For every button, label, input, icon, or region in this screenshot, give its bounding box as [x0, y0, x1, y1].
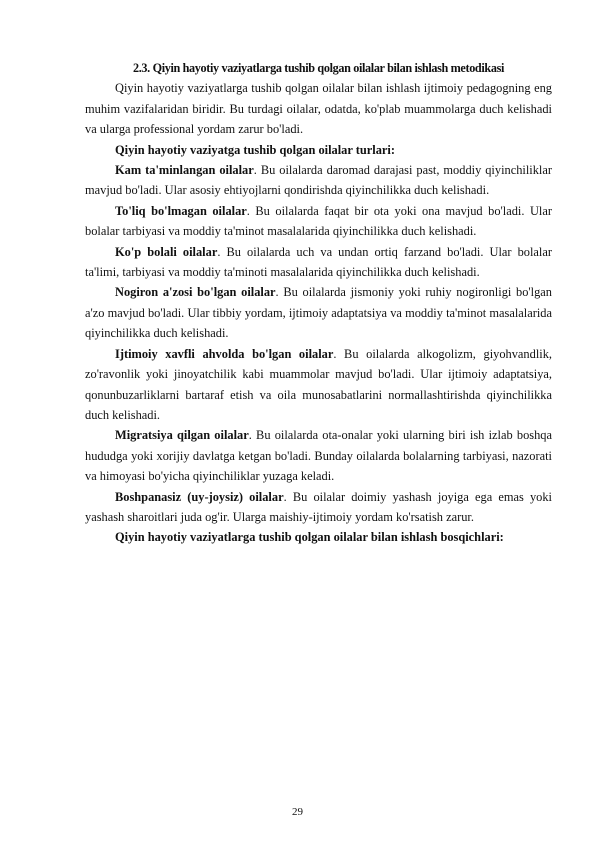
type-term: Migratsiya qilgan oilalar — [115, 428, 249, 443]
intro-paragraph: Qiyin hayotiy vaziyatlarga tushib qolgan oilalar bilan ishlash ijtimoiy pedagogning eng muhim vazifalaridan biridir. Bu turdagi oilalar, odatda, ko'plab muammolarga duch kelishadi va ularga professional yordam zarur bo'ladi. — [85, 81, 552, 137]
type-text: . Bu oilalarda jismoniy yoki ruhiy nogironligi bo'lgan a'zo mavjud bo'ladi. Ular tibbiy yordam, ijtimoiy adaptatsiya va moddiy ta'minot masalalarida qiyinchilikka duch kelishadi. — [85, 285, 552, 341]
type-paragraph-disabled-member — [85, 282, 552, 343]
section-title: 2.3. Qiyin hayotiy vaziyatlarga tushib qolgan oilalar bilan ishlash metodikasi — [132, 61, 504, 75]
type-paragraph-homeless — [85, 487, 552, 528]
page-content — [85, 58, 552, 548]
type-text: . Bu oilalar doimiy yashash joyiga ega emas yoki yashash sharoitlari juda og'ir. Ularga maishiy-ijtimoiy yordam ko'rsatish zarur. — [85, 489, 552, 524]
type-term: Boshpanasiz (uy-joysiz) oilalar — [115, 489, 284, 504]
type-paragraph-social-risk — [85, 344, 552, 426]
page-number: 29 — [292, 806, 303, 818]
type-text: . Bu oilalarda ota-onalar yoki ularning biri ish izlab boshqa hududga yoki xorijiy davlatga ketgan bo'ladi. Bunday oilalarda bolalarning tarbiyasi, nazorati va himoyasi bo'yicha qiyinchiliklar yuzaga keladi. — [85, 428, 553, 484]
type-paragraph-large-family — [85, 242, 552, 283]
type-text: . Bu oilalarda faqat bir ota yoki ona mavjud bo'ladi. Ular bolalar tarbiyasi va moddiy ta'minot masalalarida qiyinchilikka duch kelishadi. — [85, 203, 552, 239]
type-paragraph-low-income — [85, 160, 552, 201]
type-term: Nogiron a'zosi bo'lgan oilalar — [115, 285, 276, 300]
type-term: Ko'p bolali oilalar — [115, 244, 218, 259]
stages-heading: Qiyin hayotiy vaziyatlarga tushib qolgan oilalar bilan ishlash bosqichlari: — [115, 530, 504, 545]
type-term: Kam ta'minlangan oilalar — [115, 163, 254, 178]
type-text: . Bu oilalarda daromad darajasi past, moddiy qiyinchiliklar mavjud bo'ladi. Ular asosiy ehtiyojlarni qondirishda qiyinchilikka duch kelishadi. — [85, 163, 552, 198]
type-term: Ijtimoiy xavfli ahvolda bo'lgan oilalar — [115, 346, 334, 361]
type-term: To'liq bo'lmagan oilalar — [115, 203, 247, 218]
type-paragraph-migrant — [85, 425, 552, 486]
types-heading: Qiyin hayotiy vaziyatga tushib qolgan oilalar turlari: — [115, 142, 395, 157]
type-text: . Bu oilalarda alkogolizm, giyohvandlik, zo'ravonlik yoki jinoyatchilik kabi muammolar mavjud bo'ladi. Ular ijtimoiy adaptatsiya, qonunbuzarliklarni bartaraf etish va oila munosabatlarini normallashtirishda qiyinchilikka duch kelishadi. — [85, 346, 552, 422]
type-paragraph-single-parent — [85, 201, 552, 242]
type-text: . Bu oilalarda uch va undan ortiq farzand bo'ladi. Ular bolalar ta'limi, tarbiyasi va moddiy ta'minoti masalalarida qiyinchilikka duch kelishadi. — [85, 244, 552, 280]
